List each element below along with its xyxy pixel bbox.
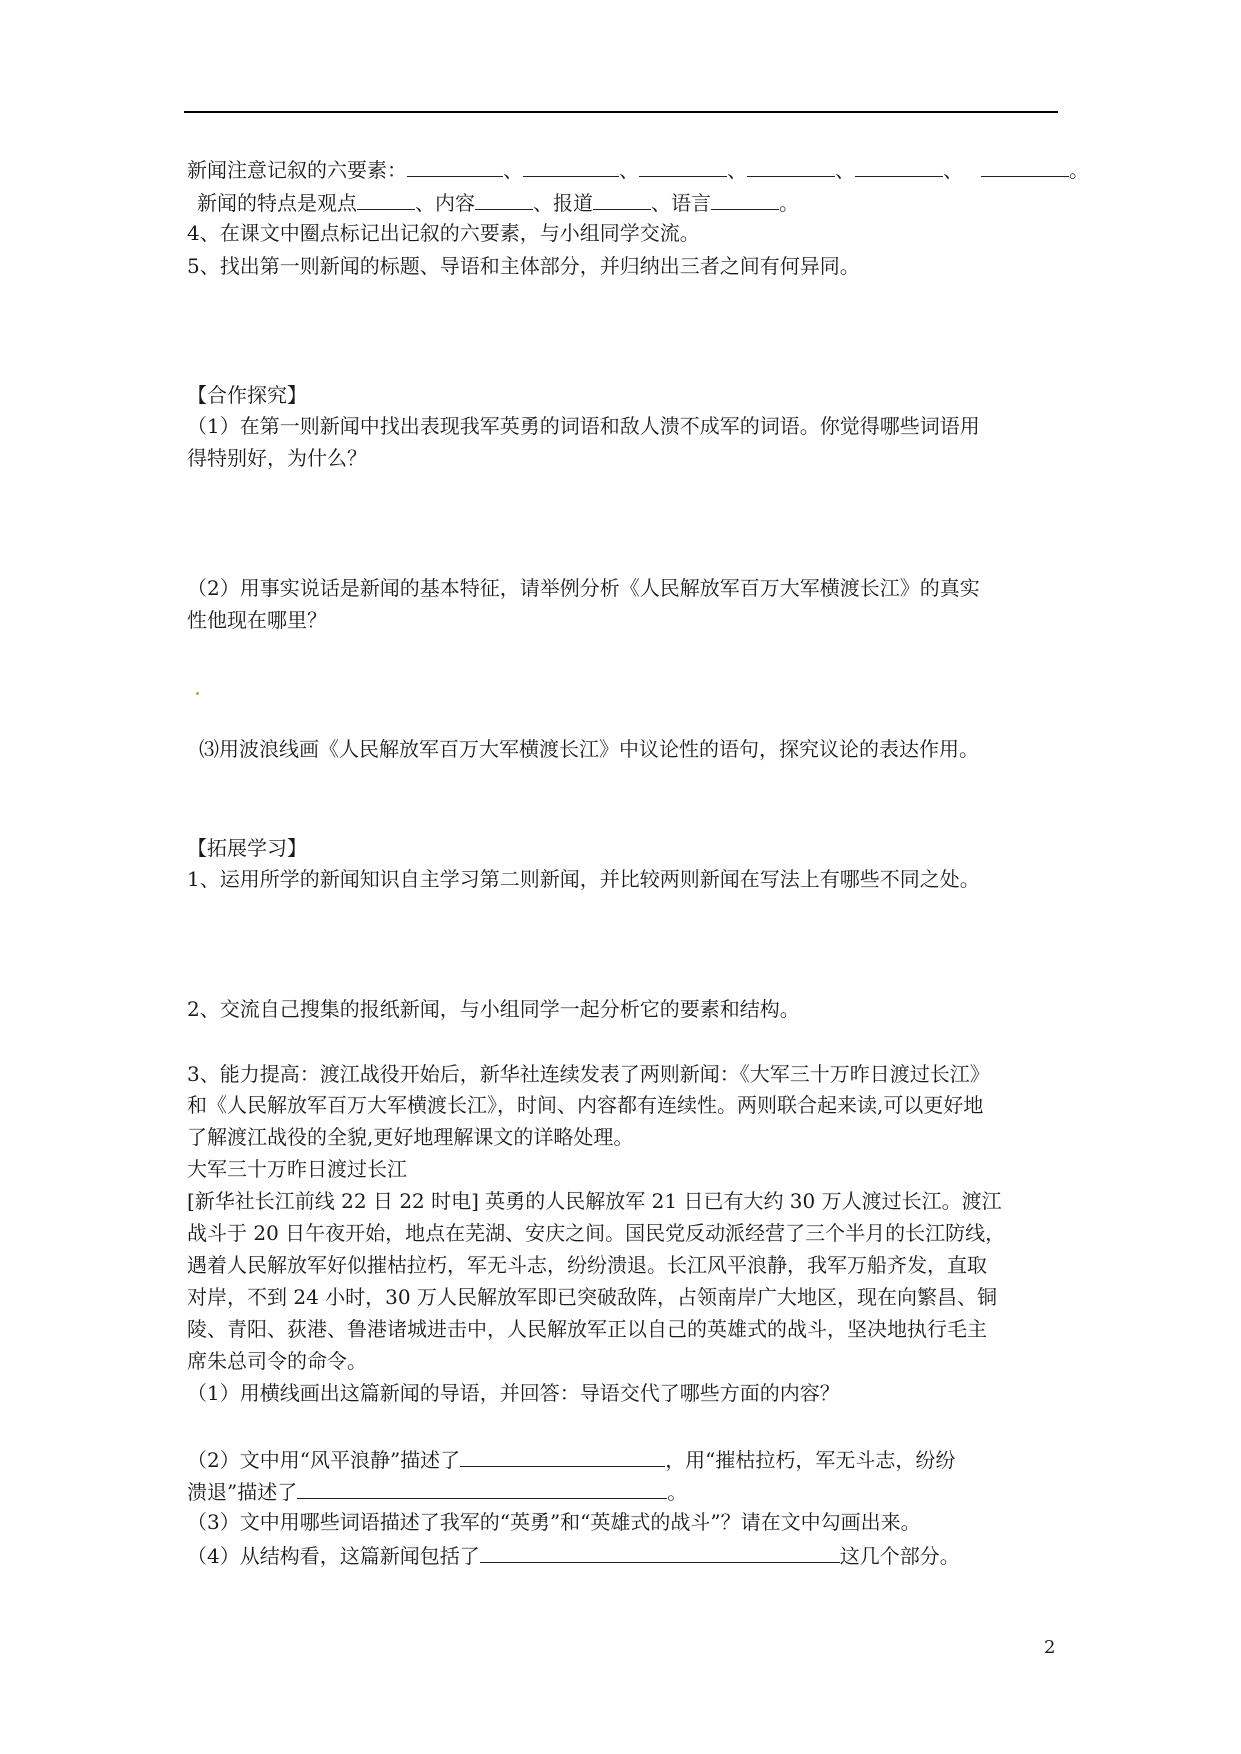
task-4: 4、在课文中圈点标记出记叙的六要素，与小组同学交流。 — [187, 221, 700, 245]
extend-item-3-line2: 和《人民解放军百万大军横渡长江》，时间、内容都有连续性。两则联合起来读,可以更好地 — [187, 1093, 984, 1117]
article-line-2: 战斗于 20 日午夜开始，地点在芜湖、安庆之间。国民党反动派经营了三个半月的长江防线， — [187, 1221, 1006, 1245]
question-1: （1）用横线画出这篇新闻的导语，并回答：导语交代了哪些方面的内容？ — [187, 1381, 840, 1405]
article-title: 大军三十万昨日渡过长江 — [187, 1157, 407, 1181]
blank-6[interactable] — [981, 158, 1069, 177]
header-rule — [184, 111, 1058, 113]
six-elements-line: 新闻注意记叙的六要素： 、 、 、 、 、 。 — [187, 158, 1089, 182]
blank-calm-describes[interactable] — [460, 1448, 665, 1467]
blank-3[interactable] — [639, 158, 727, 177]
question-3: （3）文中用哪些词语描述了我军的“英勇”和“英雄式的战斗”？请在文中勾画出来。 — [187, 1510, 921, 1534]
cooperate-q2-line1: （2）用事实说话是新闻的基本特征，请举例分析《人民解放军百万大军横渡长江》的真实 — [187, 576, 980, 600]
extend-item-2: 2、交流自己搜集的报纸新闻，与小组同学一起分析它的要素和结构。 — [187, 997, 800, 1021]
article-line-4: 对岸，不到 24 小时，30 万人民解放军即已突破敌阵，占领南岸广大地区，现在向繁昌、铜 — [187, 1285, 997, 1309]
extend-heading: 【拓展学习】 — [187, 836, 307, 860]
task-5: 5、找出第一则新闻的标题、导语和主体部分，并归纳出三者之间有何异同。 — [187, 254, 860, 278]
article-line-3: 遇着人民解放军好似摧枯拉朽，军无斗志，纷纷溃退。长江风平浪静，我军万船齐发，直取 — [187, 1253, 987, 1277]
cooperate-q1-line2: 得特别好，为什么？ — [187, 446, 367, 470]
extend-item-1: 1、运用所学的新闻知识自主学习第二则新闻，并比较两则新闻在写法上有哪些不同之处。 — [187, 867, 980, 891]
blank-language[interactable] — [711, 191, 779, 210]
blank-report[interactable] — [593, 191, 651, 210]
blank-5[interactable] — [855, 158, 943, 177]
stray-dot — [196, 692, 199, 695]
question-2-line2: 溃退”描述了 。 — [187, 1480, 688, 1504]
features-line: 新闻的特点是观点 、内容 、报道 、语言 。 — [197, 191, 799, 215]
cooperate-q2-line2: 性他现在哪里？ — [187, 608, 327, 632]
cooperate-q1-line1: （1）在第一则新闻中找出表现我军英勇的词语和敌人溃不成军的词语。你觉得哪些词语用 — [187, 414, 980, 438]
article-line-6: 席朱总司令的命令。 — [187, 1349, 367, 1373]
blank-content[interactable] — [475, 191, 533, 210]
blank-1[interactable] — [407, 158, 503, 177]
cooperate-q3: ⑶用波浪线画《人民解放军百万大军横渡长江》中议论性的语句，探究议论的表达作用。 — [199, 737, 979, 761]
extend-item-3-line3: 了解渡江战役的全貌,更好地理解课文的详略处理。 — [187, 1125, 634, 1149]
six-elements-label: 新闻注意记叙的六要素： — [187, 158, 407, 182]
blank-structure[interactable] — [480, 1544, 840, 1563]
blank-2[interactable] — [523, 158, 619, 177]
page-number: 2 — [1044, 1637, 1056, 1658]
extend-item-3-line1: 3、能力提高：渡江战役开始后，新华社连续发表了两则新闻：《大军三十万昨日渡过长江》 — [187, 1062, 990, 1086]
cooperate-heading: 【合作探究】 — [187, 383, 307, 407]
article-line-1: [新华社长江前线 22 日 22 时电] 英勇的人民解放军 21 日已有大约 30 万人渡过长江。渡江 — [187, 1189, 1002, 1213]
question-4: （4）从结构看，这篇新闻包括了 这几个部分。 — [187, 1544, 960, 1568]
blank-4[interactable] — [747, 158, 835, 177]
article-line-5: 陵、青阳、荻港、鲁港诸城进击中，人民解放军正以自己的英雄式的战斗，坚决地执行毛主 — [187, 1317, 987, 1341]
question-2-line1: （2）文中用“风平浪静”描述了 ，用“摧枯拉朽，军无斗志，纷纷 — [187, 1448, 956, 1472]
blank-viewpoint[interactable] — [357, 191, 415, 210]
blank-rout-describes[interactable] — [297, 1480, 667, 1499]
